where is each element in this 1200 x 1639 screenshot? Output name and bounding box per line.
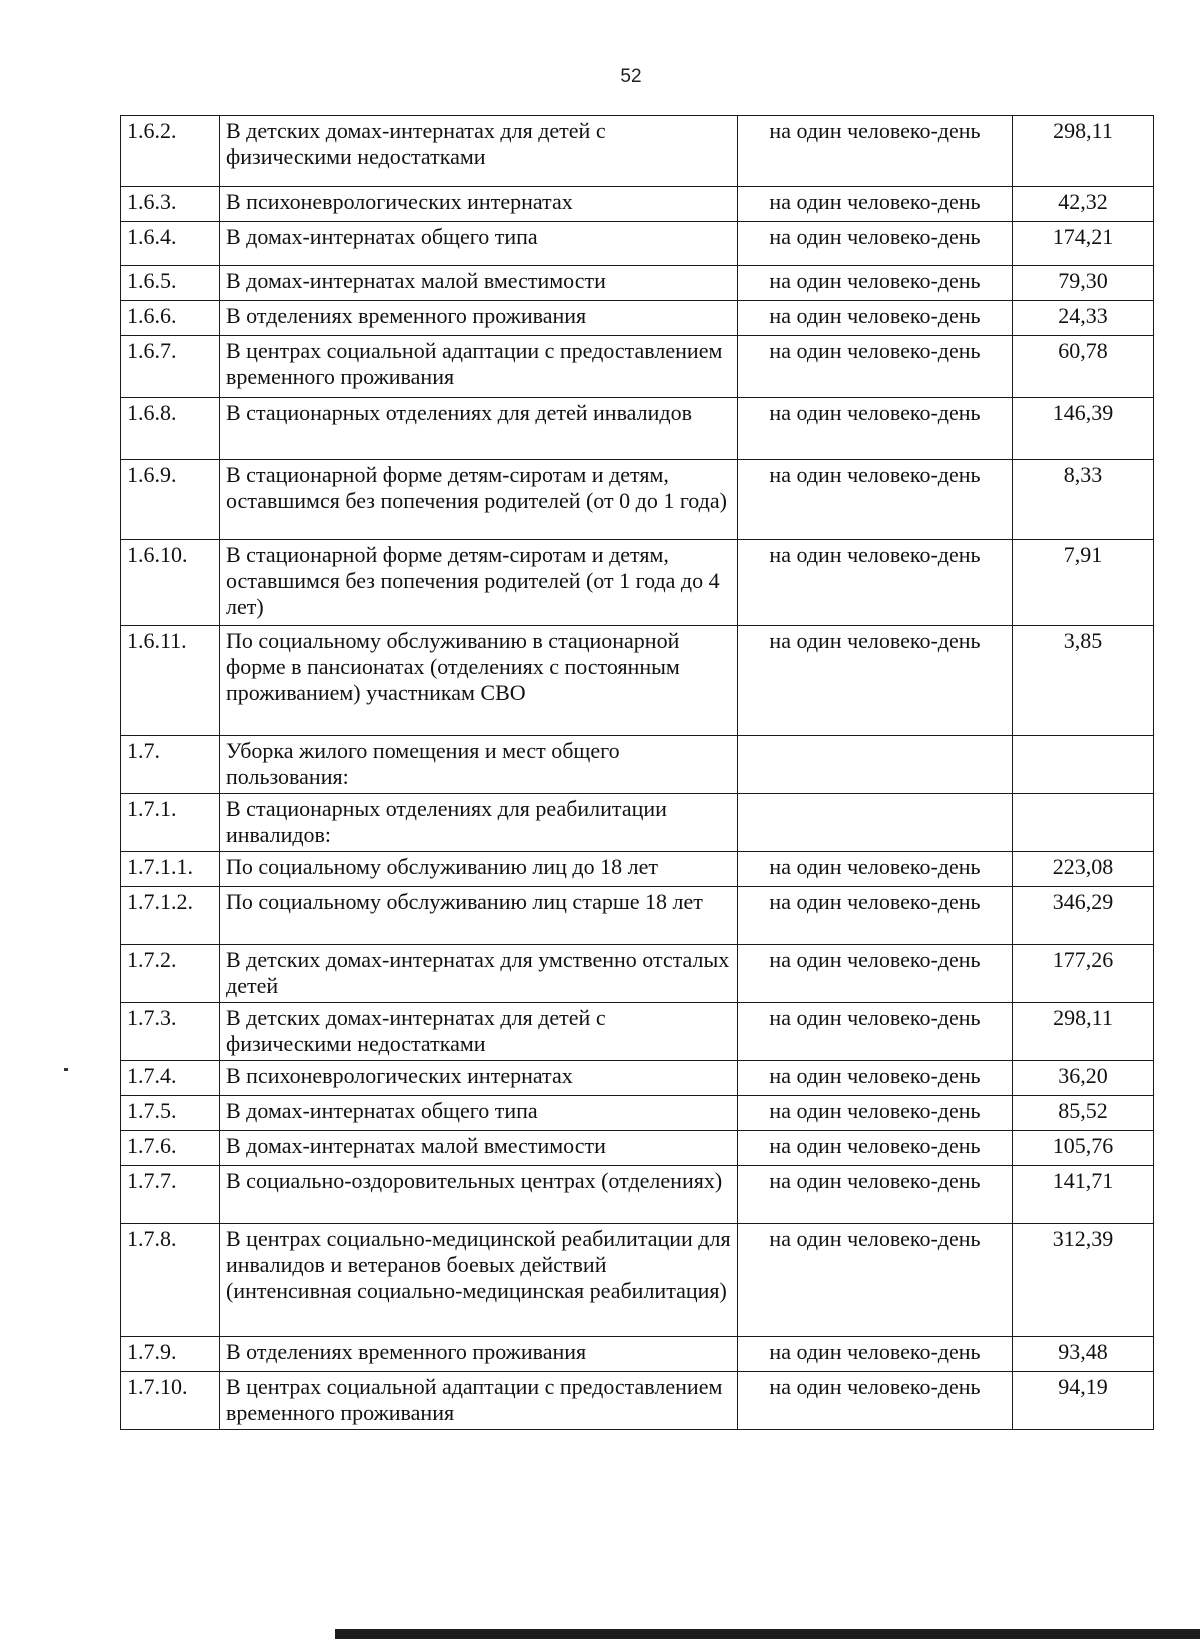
row-name: По социальному обслуживанию в стационарной форме в пансионатах (отделениях с постоянным проживанием) участникам СВО xyxy=(220,626,738,736)
table-row xyxy=(121,1003,1154,1061)
row-unit: на один человеко-день xyxy=(738,460,1013,540)
table-row xyxy=(121,460,1154,540)
row-value: 79,30 xyxy=(1013,266,1154,301)
row-code: 1.6.10. xyxy=(121,540,220,626)
row-value: 298,11 xyxy=(1013,116,1154,187)
row-value: 42,32 xyxy=(1013,187,1154,222)
row-value: 93,48 xyxy=(1013,1337,1154,1372)
row-code: 1.7.7. xyxy=(121,1166,220,1224)
row-name: В домах-интернатах общего типа xyxy=(220,222,738,266)
row-name: В детских домах-интернатах для детей с физическими недостатками xyxy=(220,116,738,187)
row-name: По социальному обслуживанию лиц до 18 лет xyxy=(220,852,738,887)
row-unit: на один человеко-день xyxy=(738,540,1013,626)
table-row xyxy=(121,540,1154,626)
row-value: 85,52 xyxy=(1013,1096,1154,1131)
table-row xyxy=(121,852,1154,887)
row-code: 1.6.3. xyxy=(121,187,220,222)
row-code: 1.6.4. xyxy=(121,222,220,266)
row-name: В стационарной форме детям-сиротам и детям, оставшимся без попечения родителей (от 0 до 1 года) xyxy=(220,460,738,540)
tariff-table-body xyxy=(121,116,1154,1430)
table-row xyxy=(121,1224,1154,1337)
table-row xyxy=(121,1337,1154,1372)
row-code: 1.6.9. xyxy=(121,460,220,540)
table-row xyxy=(121,736,1154,794)
scan-speck xyxy=(64,1068,68,1071)
row-unit xyxy=(738,736,1013,794)
row-unit: на один человеко-день xyxy=(738,398,1013,460)
row-name: В центрах социальной адаптации с предоставлением временного проживания xyxy=(220,1372,738,1430)
row-code: 1.7.8. xyxy=(121,1224,220,1337)
row-code: 1.7.9. xyxy=(121,1337,220,1372)
row-code: 1.6.6. xyxy=(121,301,220,336)
row-unit: на один человеко-день xyxy=(738,1224,1013,1337)
row-unit: на один человеко-день xyxy=(738,116,1013,187)
row-unit: на один человеко-день xyxy=(738,1372,1013,1430)
row-name: В домах-интернатах общего типа xyxy=(220,1096,738,1131)
row-unit: на один человеко-день xyxy=(738,945,1013,1003)
row-code: 1.6.7. xyxy=(121,336,220,398)
row-unit: на один человеко-день xyxy=(738,626,1013,736)
row-value: 36,20 xyxy=(1013,1061,1154,1096)
row-unit: на один человеко-день xyxy=(738,1337,1013,1372)
row-name: В стационарных отделениях для реабилитации инвалидов: xyxy=(220,794,738,852)
row-code: 1.7.5. xyxy=(121,1096,220,1131)
row-value: 105,76 xyxy=(1013,1131,1154,1166)
row-value: 174,21 xyxy=(1013,222,1154,266)
row-name: В отделениях временного проживания xyxy=(220,301,738,336)
row-name: По социальному обслуживанию лиц старше 18 лет xyxy=(220,887,738,945)
row-unit: на один человеко-день xyxy=(738,887,1013,945)
row-code: 1.7.1. xyxy=(121,794,220,852)
row-value: 223,08 xyxy=(1013,852,1154,887)
row-unit: на один человеко-день xyxy=(738,1003,1013,1061)
table-row xyxy=(121,398,1154,460)
row-code: 1.7.3. xyxy=(121,1003,220,1061)
row-name: В домах-интернатах малой вместимости xyxy=(220,266,738,301)
row-value: 141,71 xyxy=(1013,1166,1154,1224)
row-code: 1.7.4. xyxy=(121,1061,220,1096)
row-value: 7,91 xyxy=(1013,540,1154,626)
row-value: 346,29 xyxy=(1013,887,1154,945)
row-name: В отделениях временного проживания xyxy=(220,1337,738,1372)
row-name: В социально-оздоровительных центрах (отделениях) xyxy=(220,1166,738,1224)
table-row xyxy=(121,1372,1154,1430)
table-row xyxy=(121,1166,1154,1224)
row-value: 146,39 xyxy=(1013,398,1154,460)
page-number: 52 xyxy=(620,66,642,87)
row-code: 1.6.8. xyxy=(121,398,220,460)
row-value xyxy=(1013,794,1154,852)
row-unit: на один человеко-день xyxy=(738,1096,1013,1131)
table-row xyxy=(121,626,1154,736)
row-name: В стационарных отделениях для детей инвалидов xyxy=(220,398,738,460)
row-unit: на один человеко-день xyxy=(738,301,1013,336)
row-code: 1.7.2. xyxy=(121,945,220,1003)
table-row xyxy=(121,1061,1154,1096)
row-code: 1.7.1.2. xyxy=(121,887,220,945)
row-value: 312,39 xyxy=(1013,1224,1154,1337)
table-row xyxy=(121,266,1154,301)
row-unit: на один человеко-день xyxy=(738,222,1013,266)
row-unit: на один человеко-день xyxy=(738,1131,1013,1166)
table-row xyxy=(121,301,1154,336)
row-unit: на один человеко-день xyxy=(738,1166,1013,1224)
row-value: 24,33 xyxy=(1013,301,1154,336)
row-code: 1.7.1.1. xyxy=(121,852,220,887)
row-name: В домах-интернатах малой вместимости xyxy=(220,1131,738,1166)
table-row xyxy=(121,794,1154,852)
table-row xyxy=(121,887,1154,945)
tariff-table xyxy=(120,115,1154,1430)
row-name: В психоневрологических интернатах xyxy=(220,1061,738,1096)
table-row xyxy=(121,116,1154,187)
row-value xyxy=(1013,736,1154,794)
row-name: В детских домах-интернатах для детей с физическими недостатками xyxy=(220,1003,738,1061)
row-name: В психоневрологических интернатах xyxy=(220,187,738,222)
table-row xyxy=(121,222,1154,266)
row-unit: на один человеко-день xyxy=(738,266,1013,301)
table-row xyxy=(121,945,1154,1003)
table-row xyxy=(121,187,1154,222)
row-name: В центрах социальной адаптации с предоставлением временного проживания xyxy=(220,336,738,398)
row-value: 60,78 xyxy=(1013,336,1154,398)
table-row xyxy=(121,336,1154,398)
row-code: 1.7.6. xyxy=(121,1131,220,1166)
row-name: В стационарной форме детям-сиротам и детям, оставшимся без попечения родителей (от 1 года до 4 лет) xyxy=(220,540,738,626)
table-row xyxy=(121,1131,1154,1166)
row-code: 1.6.11. xyxy=(121,626,220,736)
row-code: 1.7.10. xyxy=(121,1372,220,1430)
row-name: В детских домах-интернатах для умственно отсталых детей xyxy=(220,945,738,1003)
row-unit: на один человеко-день xyxy=(738,852,1013,887)
row-value: 177,26 xyxy=(1013,945,1154,1003)
row-value: 3,85 xyxy=(1013,626,1154,736)
row-name: В центрах социально-медицинской реабилитации для инвалидов и ветеранов боевых действий (интенсивная социально-медицинская реабилитация) xyxy=(220,1224,738,1337)
row-name: Уборка жилого помещения и мест общего пользования: xyxy=(220,736,738,794)
row-unit xyxy=(738,794,1013,852)
row-code: 1.7. xyxy=(121,736,220,794)
row-value: 94,19 xyxy=(1013,1372,1154,1430)
row-unit: на один человеко-день xyxy=(738,187,1013,222)
table-row xyxy=(121,1096,1154,1131)
row-value: 8,33 xyxy=(1013,460,1154,540)
row-code: 1.6.5. xyxy=(121,266,220,301)
row-value: 298,11 xyxy=(1013,1003,1154,1061)
scan-edge-shadow xyxy=(335,1629,1200,1639)
row-unit: на один человеко-день xyxy=(738,336,1013,398)
row-code: 1.6.2. xyxy=(121,116,220,187)
row-unit: на один человеко-день xyxy=(738,1061,1013,1096)
